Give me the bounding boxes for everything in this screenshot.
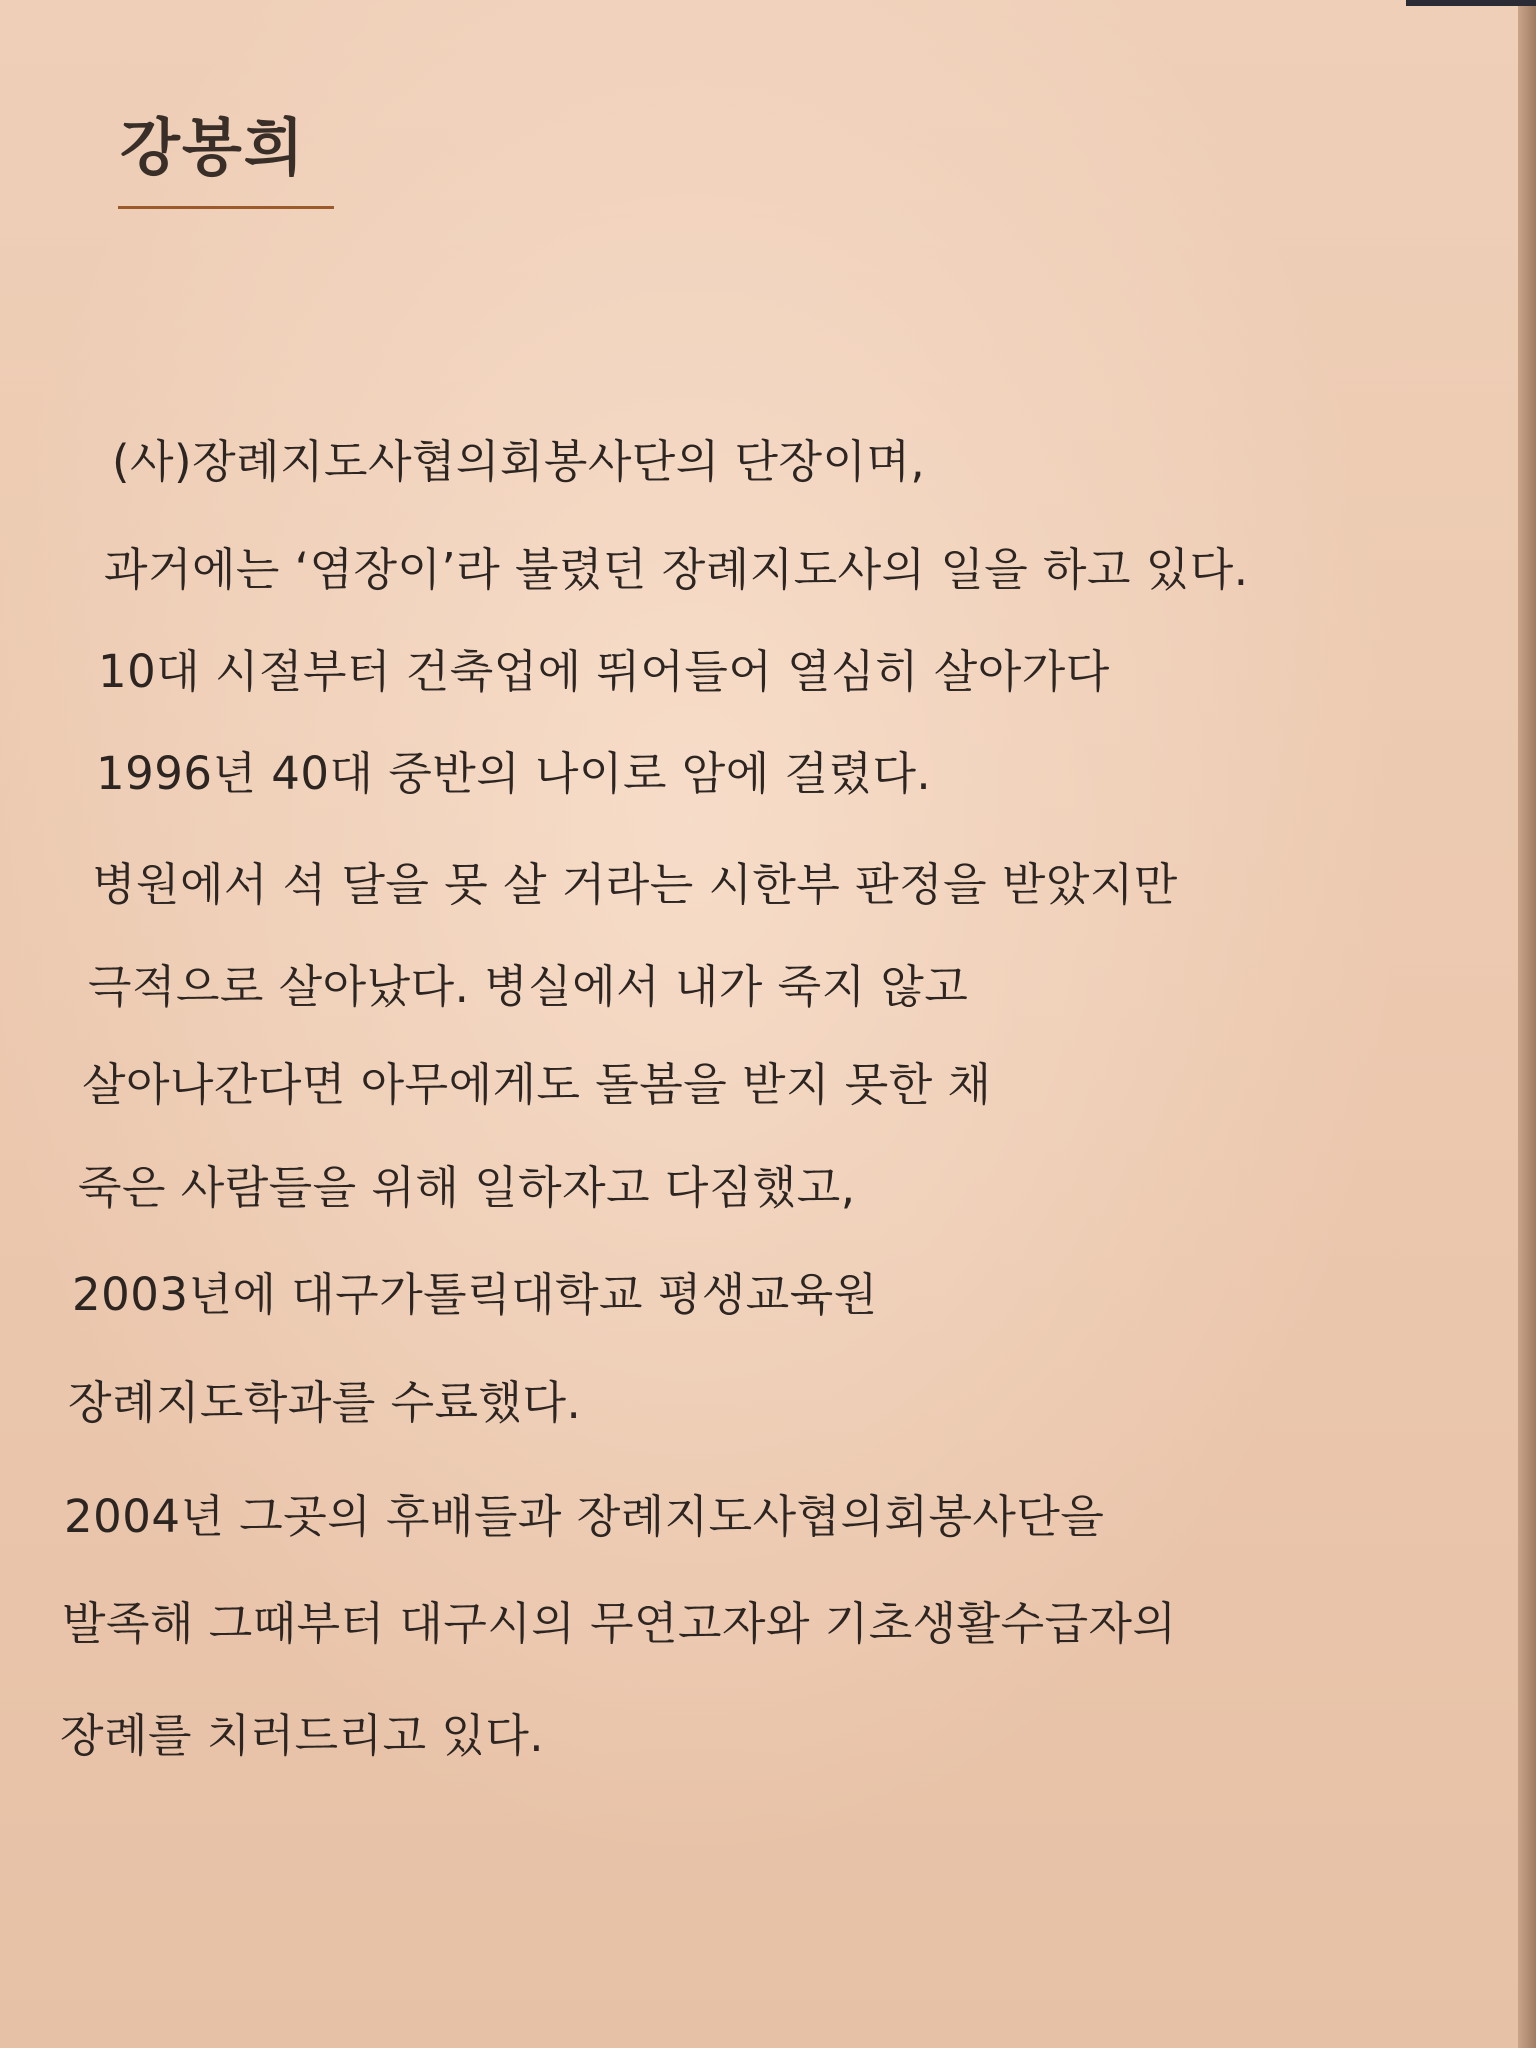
person-name-title: 강봉희: [120, 111, 306, 184]
biography-line: 병원에서 석 달을 못 살 거라는 시한부 판정을 받았지만: [92, 858, 1178, 911]
background-corner: [1406, 0, 1536, 6]
biography-line: 1996년 40대 중반의 나이로 암에 걸렸다.: [96, 747, 932, 800]
biography-line: 10대 시절부터 건축업에 뛰어들어 열심히 살아가다: [98, 645, 1110, 698]
biography-line: 2003년에 대구가톨릭대학교 평생교육원: [72, 1268, 878, 1321]
biography-line: 죽은 사람들을 위해 일하자고 다짐했고,: [78, 1161, 856, 1214]
title-underline: [118, 206, 334, 209]
biography-line: 장례지도학과를 수료했다.: [68, 1376, 582, 1429]
biography-line: 과거에는 ‘염장이’라 불렸던 장례지도사의 일을 하고 있다.: [104, 543, 1249, 596]
biography-line: 2004년 그곳의 후배들과 장례지도사협의회봉사단을: [64, 1490, 1105, 1543]
card-right-edge: [1518, 0, 1536, 2048]
biography-line: 극적으로 살아났다. 병실에서 내가 죽지 않고: [88, 960, 969, 1013]
biography-line: 살아나간다면 아무에게도 돌봄을 받지 못한 채: [82, 1058, 992, 1111]
biography-line: 발족해 그때부터 대구시의 무연고자와 기초생활수급자의: [62, 1597, 1177, 1650]
biography-line: 장례를 치러드리고 있다.: [60, 1709, 545, 1762]
biography-line: (사)장례지도사협의회봉사단의 단장이며,: [112, 435, 926, 488]
